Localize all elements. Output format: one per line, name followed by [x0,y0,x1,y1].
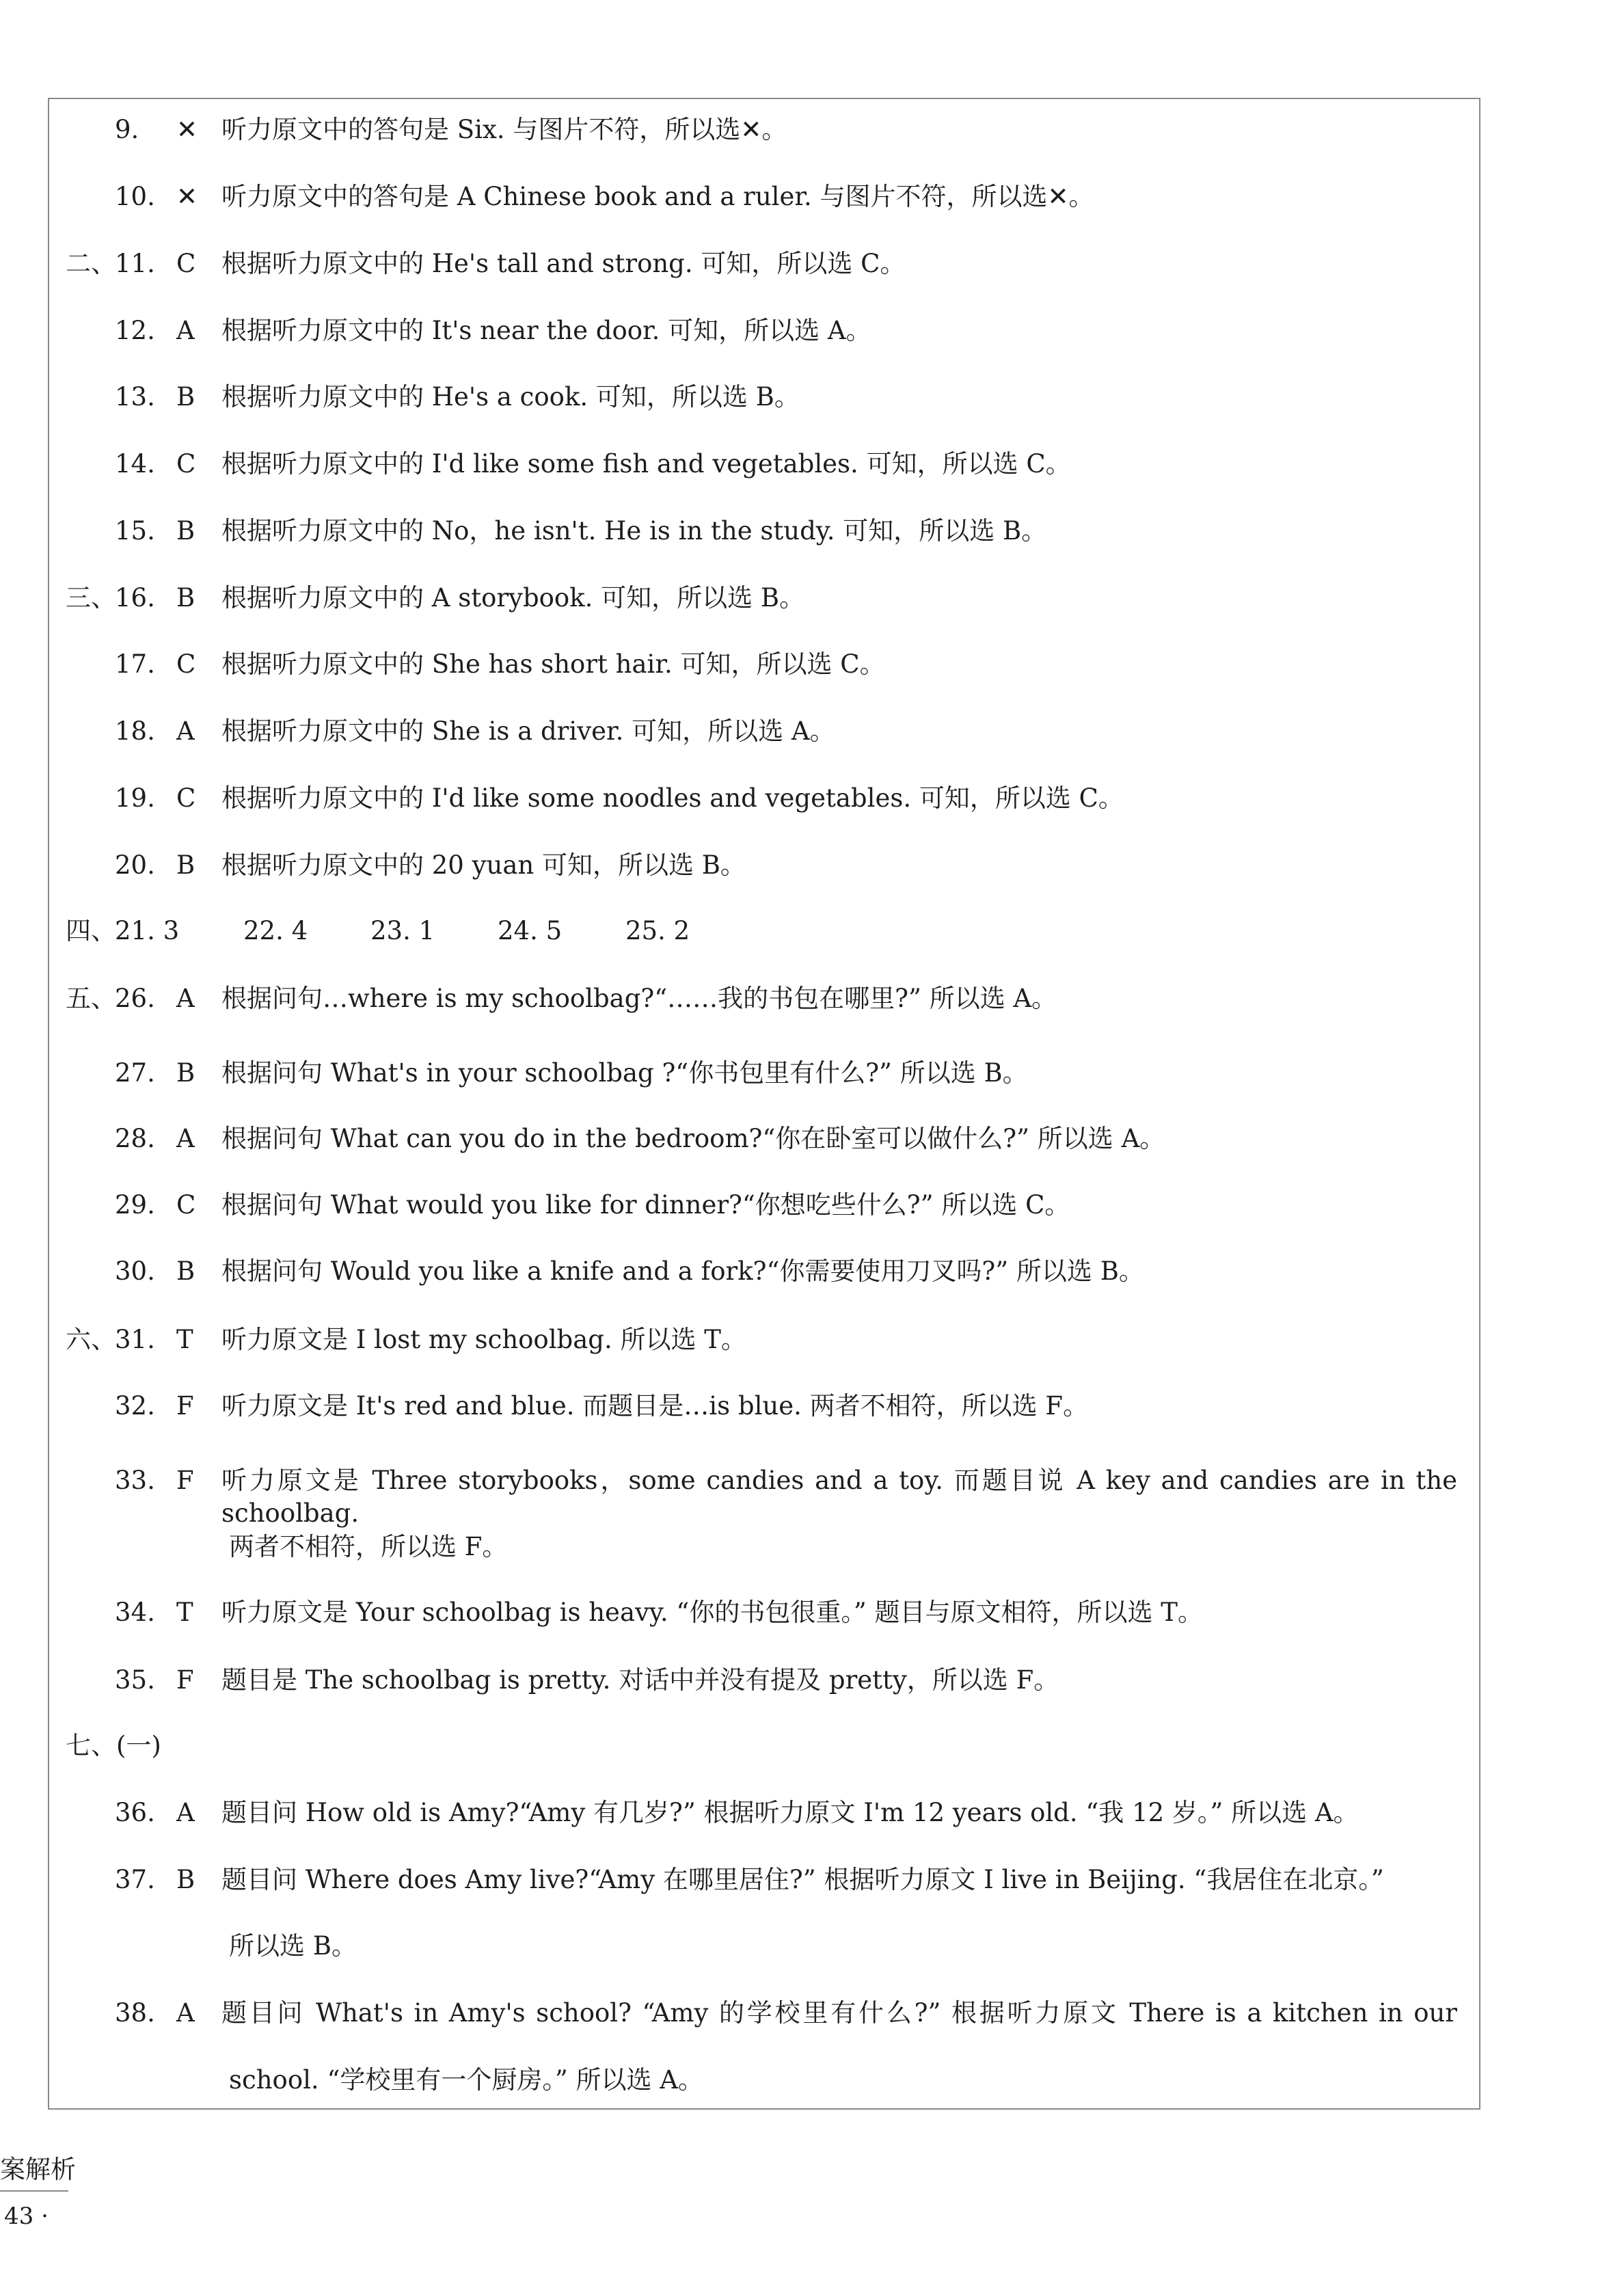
answer-key: A [176,1998,195,2028]
explanation-text: 根据问句 What can you do in the bedroom?“你在卧室可以做什么?” 所以选 A。 [221,1124,1165,1153]
answer-key: A [176,1124,195,1153]
section-marker: 三、 [66,583,116,613]
section-marker: 五、 [66,984,116,1013]
explanation-text: 根据听力原文中的 He's tall and strong. 可知，所以选 C。 [221,249,906,278]
answer-key: A [176,1798,195,1827]
answer-key: B [176,382,195,412]
question-number: 32. [115,1391,155,1421]
answer-key: C [176,1190,196,1220]
page-number: 43 · [4,2203,49,2230]
answer-key: F [176,1391,194,1421]
matching-answer: 21. 3 [115,916,180,945]
question-number: 11. [115,249,155,278]
explanation-text: 根据听力原文中的 No，he isn't. He is in the study. 可知，所以选 B。 [221,516,1047,546]
question-number: 34. [115,1598,155,1627]
answer-key: F [176,1665,194,1695]
explanation-text: 根据问句 What's in your schoolbag ?“你书包里有什么?” 所以选 B。 [221,1058,1028,1088]
answer-key: C [176,783,196,813]
question-number: 19. [115,783,155,813]
question-number: 13. [115,382,155,412]
explanation-text: 根据听力原文中的 She is a driver. 可知，所以选 A。 [221,716,835,746]
answer-key: A [176,316,195,345]
question-number: 16. [115,583,155,613]
answer-key: F [176,1466,194,1495]
answer-key: B [176,850,195,880]
explanation-text: 根据听力原文中的 A storybook. 可知，所以选 B。 [221,583,805,613]
matching-answer: 25. 2 [625,916,690,945]
question-number: 31. [115,1325,155,1354]
answer-key: C [176,249,196,278]
question-number: 20. [115,850,155,880]
explanation-text: 根据听力原文中的 20 yuan 可知，所以选 B。 [221,850,746,880]
explanation-text: 题目问 Where does Amy live?“Amy 在哪里居住?” 根据听力原文 I live in Beijing. “我居住在北京。” [221,1865,1384,1894]
explanation-text: 听力原文是 Three storybooks，some candies and a toy. 而题目说 A key and candies are in the schoolbag. [221,1466,1457,1528]
question-number: 29. [115,1190,155,1220]
explanation-text: 听力原文是 Your schoolbag is heavy. “你的书包很重。” 题目与原文相符，所以选 T。 [221,1598,1203,1627]
explanation-text: 根据听力原文中的 It's near the door. 可知，所以选 A。 [221,316,871,345]
answer-key: C [176,649,196,679]
explanation-text: 根据问句 Would you like a knife and a fork?“你需要使用刀叉吗?” 所以选 B。 [221,1256,1144,1286]
explanation-text: 听力原文是 It's red and blue. 而题目是…is blue. 两者不相符，所以选 F。 [221,1391,1089,1421]
answer-key: T [176,1325,193,1354]
section-marker: 二、 [66,249,116,278]
section-marker: 七、(一) [66,1731,161,1760]
question-number: 12. [115,316,155,345]
answer-key: B [176,1865,195,1894]
answer-key: B [176,1256,195,1286]
section-marker: 六、 [66,1325,116,1354]
question-number: 38. [115,1998,155,2028]
answer-key: B [176,1058,195,1088]
explanation-text: 听力原文中的答句是 A Chinese book and a ruler. 与图片不符，所以选✕。 [221,182,1094,211]
answer-key: B [176,516,195,546]
explanation-text: 题目问 How old is Amy?“Amy 有几岁?” 根据听力原文 I'm 12 years old. “我 12 岁。” 所以选 A。 [221,1798,1359,1827]
question-number: 36. [115,1798,155,1827]
answer-key: A [176,716,195,746]
explanation-text: 根据问句…where is my schoolbag?“……我的书包在哪里?” 所以选 A。 [221,984,1057,1013]
explanation-continuation: school. “学校里有一个厨房。” 所以选 A。 [229,2065,704,2095]
answer-key: A [176,984,195,1013]
explanation-text: 根据听力原文中的 I'd like some noodles and vegetables. 可知，所以选 C。 [221,783,1124,813]
question-number: 18. [115,716,155,746]
explanation-text: 题目问 What's in Amy's school? “Amy 的学校里有什么?” 根据听力原文 There is a kitchen in our [221,1998,1457,2028]
footer-label: 案解析 [0,2155,76,2184]
answer-key: T [176,1598,193,1627]
question-number: 37. [115,1865,155,1894]
explanation-text: 根据听力原文中的 She has short hair. 可知，所以选 C。 [221,649,885,679]
matching-answer: 24. 5 [498,916,563,945]
explanation-text: 根据问句 What would you like for dinner?“你想吃些什么?” 所以选 C。 [221,1190,1070,1220]
section-marker: 四、 [66,916,116,945]
question-number: 26. [115,984,155,1013]
question-number: 30. [115,1256,155,1286]
explanation-text: 听力原文是 I lost my schoolbag. 所以选 T。 [221,1325,746,1354]
explanation-text: 根据听力原文中的 I'd like some fish and vegetables. 可知，所以选 C。 [221,449,1071,479]
question-number: 33. [115,1466,155,1495]
question-number: 35. [115,1665,155,1695]
explanation-text: 题目是 The schoolbag is pretty. 对话中并没有提及 pretty，所以选 F。 [221,1665,1059,1695]
answer-key: ✕ [176,182,198,211]
explanation-continuation: 两者不相符，所以选 F。 [229,1532,508,1561]
question-number: 15. [115,516,155,546]
question-number: 27. [115,1058,155,1088]
answer-key: C [176,449,196,479]
explanation-text: 根据听力原文中的 He's a cook. 可知，所以选 B。 [221,382,800,412]
matching-answer: 23. 1 [370,916,435,945]
question-number: 17. [115,649,155,679]
answer-key: B [176,583,195,613]
question-number: 9. [115,115,139,144]
question-number: 10. [115,182,155,211]
explanation-continuation: 所以选 B。 [229,1931,357,1961]
matching-answer: 22. 4 [243,916,308,945]
question-number: 28. [115,1124,155,1153]
answer-key: ✕ [176,115,198,144]
question-number: 14. [115,449,155,479]
footer-rule [0,2190,68,2192]
explanation-text: 听力原文中的答句是 Six. 与图片不符，所以选✕。 [221,115,787,144]
